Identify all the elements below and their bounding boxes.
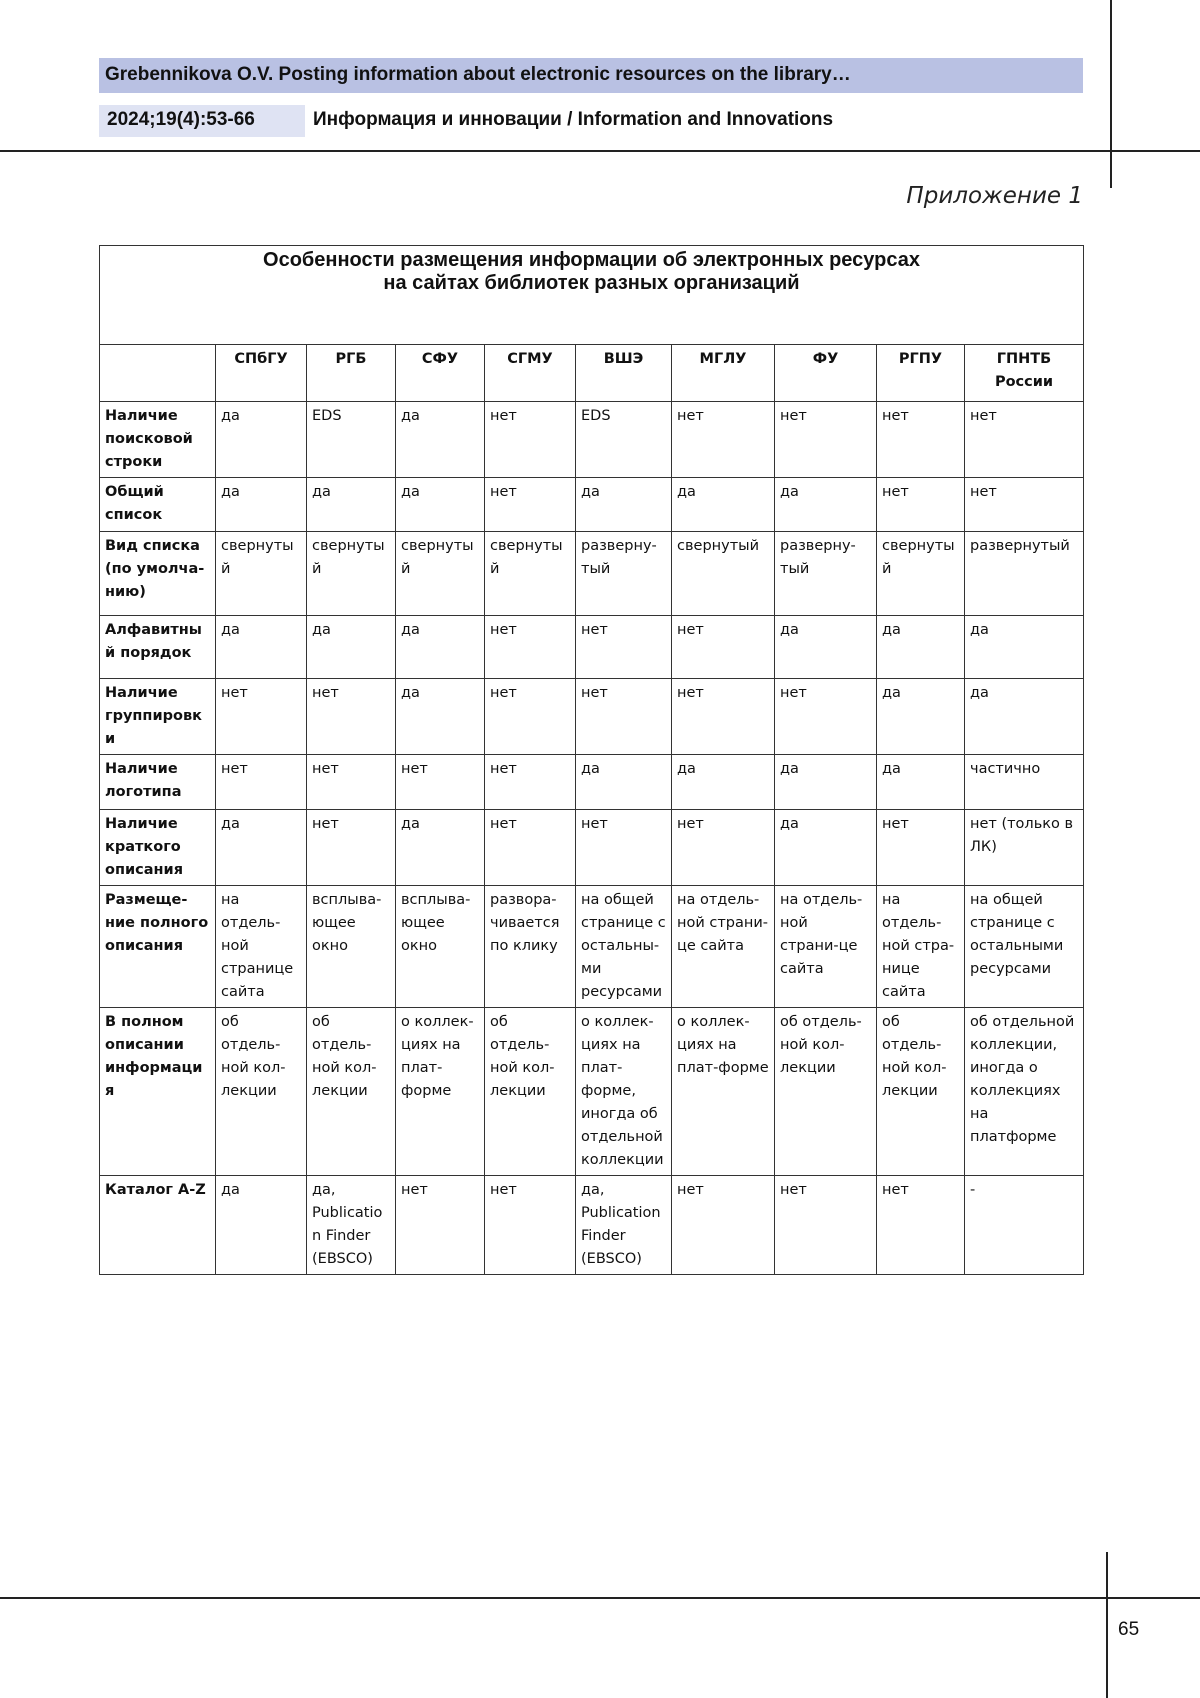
row-label: Размеще-ние полного описания: [100, 886, 216, 1008]
row-label: Каталог A-Z: [100, 1176, 216, 1275]
table-row: [100, 755, 1084, 810]
table-cell: нет: [307, 679, 396, 755]
table-header-row: [100, 345, 1084, 402]
row-label: Наличие логотипа: [100, 755, 216, 810]
header-vertical-rule: [1110, 0, 1112, 188]
table-cell: свернутый: [485, 532, 576, 616]
row-label: Общий список: [100, 478, 216, 532]
table-cell: частично: [965, 755, 1084, 810]
table-cell: да: [775, 755, 877, 810]
table-cell: да, Publication Finder (EBSCO): [576, 1176, 672, 1275]
table-cell: об отдель-ной кол-лекции: [877, 1008, 965, 1176]
table-cell: свернутый: [396, 532, 485, 616]
table-cell: да: [216, 478, 307, 532]
table-cell: разверну-тый: [576, 532, 672, 616]
table-cell: свернутый: [216, 532, 307, 616]
table-cell: нет: [672, 616, 775, 679]
table-cell: да: [775, 616, 877, 679]
comparison-table: [99, 245, 1084, 1275]
table-cell: нет: [485, 679, 576, 755]
table-cell: развора-чивается по клику: [485, 886, 576, 1008]
table-row: [100, 478, 1084, 532]
table-cell: развернутый: [965, 532, 1084, 616]
table-cell: да: [672, 755, 775, 810]
table-cell: да: [307, 616, 396, 679]
table-cell: да: [576, 755, 672, 810]
table-row: [100, 532, 1084, 616]
table-cell: свернутый: [672, 532, 775, 616]
table-cell: на отдель-ной страни-це сайта: [775, 886, 877, 1008]
table-cell: нет: [216, 679, 307, 755]
table-cell: да, Publication Finder (EBSCO): [307, 1176, 396, 1275]
table-cell: нет: [775, 402, 877, 478]
issue-citation: 2024;19(4):53-66: [107, 109, 255, 130]
table-cell: нет: [485, 755, 576, 810]
table-cell: да: [216, 810, 307, 886]
table-cell: на общей странице с остальны-ми ресурсами: [576, 886, 672, 1008]
table-cell: да: [965, 679, 1084, 755]
table-cell: всплыва-ющее окно: [396, 886, 485, 1008]
footer-vertical-rule: [1106, 1552, 1108, 1698]
table-cell: да: [216, 1176, 307, 1275]
table-cell: на отдель-ной стра-нице сайта: [877, 886, 965, 1008]
table-cell: нет: [485, 810, 576, 886]
table-cell: нет: [775, 1176, 877, 1275]
table-cell: на отдель-ной странице сайта: [216, 886, 307, 1008]
table-cell: нет: [307, 810, 396, 886]
table-cell: да: [396, 616, 485, 679]
table-cell: да: [672, 478, 775, 532]
row-label: Наличие краткого описания: [100, 810, 216, 886]
table-cell: да: [775, 478, 877, 532]
running-title: Grebennikova O.V. Posting information about electronic resources on the library…: [105, 64, 851, 85]
table-title: [100, 246, 1084, 345]
row-label: Наличие поисковой строки: [100, 402, 216, 478]
table-cell: свернутый: [877, 532, 965, 616]
table-cell: да: [396, 402, 485, 478]
table-cell: да: [877, 755, 965, 810]
table-cell: да: [965, 616, 1084, 679]
table-cell: да: [775, 810, 877, 886]
journal-name: Информация и инновации / Information and Innovations: [313, 109, 834, 130]
table-cell: нет: [877, 810, 965, 886]
table-cell: да: [576, 478, 672, 532]
table-cell: об отдель-ной кол-лекции: [775, 1008, 877, 1176]
table-cell: нет: [672, 402, 775, 478]
table-cell: нет: [877, 1176, 965, 1275]
table-cell: нет: [965, 478, 1084, 532]
table-cell: нет: [396, 755, 485, 810]
table-cell: нет: [672, 679, 775, 755]
footer-rule: [0, 1597, 1200, 1599]
table-cell: да: [877, 679, 965, 755]
table-cell: о коллек-циях на плат-форме, иногда об отдельной коллекции: [576, 1008, 672, 1176]
table-cell: да: [216, 402, 307, 478]
table-cell: нет: [485, 402, 576, 478]
table-row: [100, 810, 1084, 886]
table-row: [100, 1176, 1084, 1275]
table-cell: об отдель-ной кол-лекции: [216, 1008, 307, 1176]
table-cell: да: [396, 810, 485, 886]
table-cell: нет: [965, 402, 1084, 478]
table-cell: о коллек-циях на плат-форме: [672, 1008, 775, 1176]
column-header: РГПУ: [877, 345, 965, 402]
column-header: СГМУ: [485, 345, 576, 402]
table-title-line-1: Особенности размещения информации об электронных ресурсах: [263, 249, 920, 271]
table-cell: об отдельной коллекции, иногда о коллекциях на платформе: [965, 1008, 1084, 1176]
header-rule: [0, 150, 1200, 152]
table-row: [100, 402, 1084, 478]
table-cell: нет: [576, 679, 672, 755]
table-cell: да: [877, 616, 965, 679]
column-header: МГЛУ: [672, 345, 775, 402]
table-cell: разверну-тый: [775, 532, 877, 616]
table-cell: нет: [485, 1176, 576, 1275]
corner-cell: [100, 345, 216, 402]
table-cell: нет: [216, 755, 307, 810]
table-cell: на отдель-ной страни-це сайта: [672, 886, 775, 1008]
table-row: [100, 886, 1084, 1008]
column-header: СФУ: [396, 345, 485, 402]
table-cell: EDS: [307, 402, 396, 478]
table-cell: нет: [485, 478, 576, 532]
row-label: Алфавитный порядок: [100, 616, 216, 679]
table-cell: нет (только в ЛК): [965, 810, 1084, 886]
table-cell: нет: [485, 616, 576, 679]
column-header: РГБ: [307, 345, 396, 402]
table-cell: да: [307, 478, 396, 532]
table-cell: да: [396, 478, 485, 532]
table-cell: об отдель-ной кол-лекции: [485, 1008, 576, 1176]
table-cell: нет: [396, 1176, 485, 1275]
table-cell: нет: [877, 478, 965, 532]
row-label: Наличие группировки: [100, 679, 216, 755]
table-cell: нет: [576, 810, 672, 886]
table-row: [100, 679, 1084, 755]
table-cell: -: [965, 1176, 1084, 1275]
table-title-line-2: на сайтах библиотек разных организаций: [383, 272, 800, 294]
table-cell: нет: [672, 1176, 775, 1275]
appendix-label: Приложение 1: [906, 183, 1083, 209]
table-cell: свернутый: [307, 532, 396, 616]
table-cell: о коллек-циях на плат-форме: [396, 1008, 485, 1176]
table-row: [100, 616, 1084, 679]
row-label: В полном описании информация: [100, 1008, 216, 1176]
table-cell: нет: [775, 679, 877, 755]
table-cell: об отдель-ной кол-лекции: [307, 1008, 396, 1176]
table-cell: нет: [877, 402, 965, 478]
table-cell: да: [216, 616, 307, 679]
table-cell: нет: [307, 755, 396, 810]
table-cell: на общей странице с остальными ресурсами: [965, 886, 1084, 1008]
table-cell: нет: [576, 616, 672, 679]
column-header: ВШЭ: [576, 345, 672, 402]
table-row: [100, 1008, 1084, 1176]
column-header: ГПНТБ России: [965, 345, 1084, 402]
row-label: Вид списка (по умолча-нию): [100, 532, 216, 616]
table-cell: да: [396, 679, 485, 755]
table-cell: всплыва-ющее окно: [307, 886, 396, 1008]
table-cell: EDS: [576, 402, 672, 478]
table-cell: нет: [672, 810, 775, 886]
column-header: СПбГУ: [216, 345, 307, 402]
column-header: ФУ: [775, 345, 877, 402]
page-number: 65: [1118, 1619, 1140, 1640]
